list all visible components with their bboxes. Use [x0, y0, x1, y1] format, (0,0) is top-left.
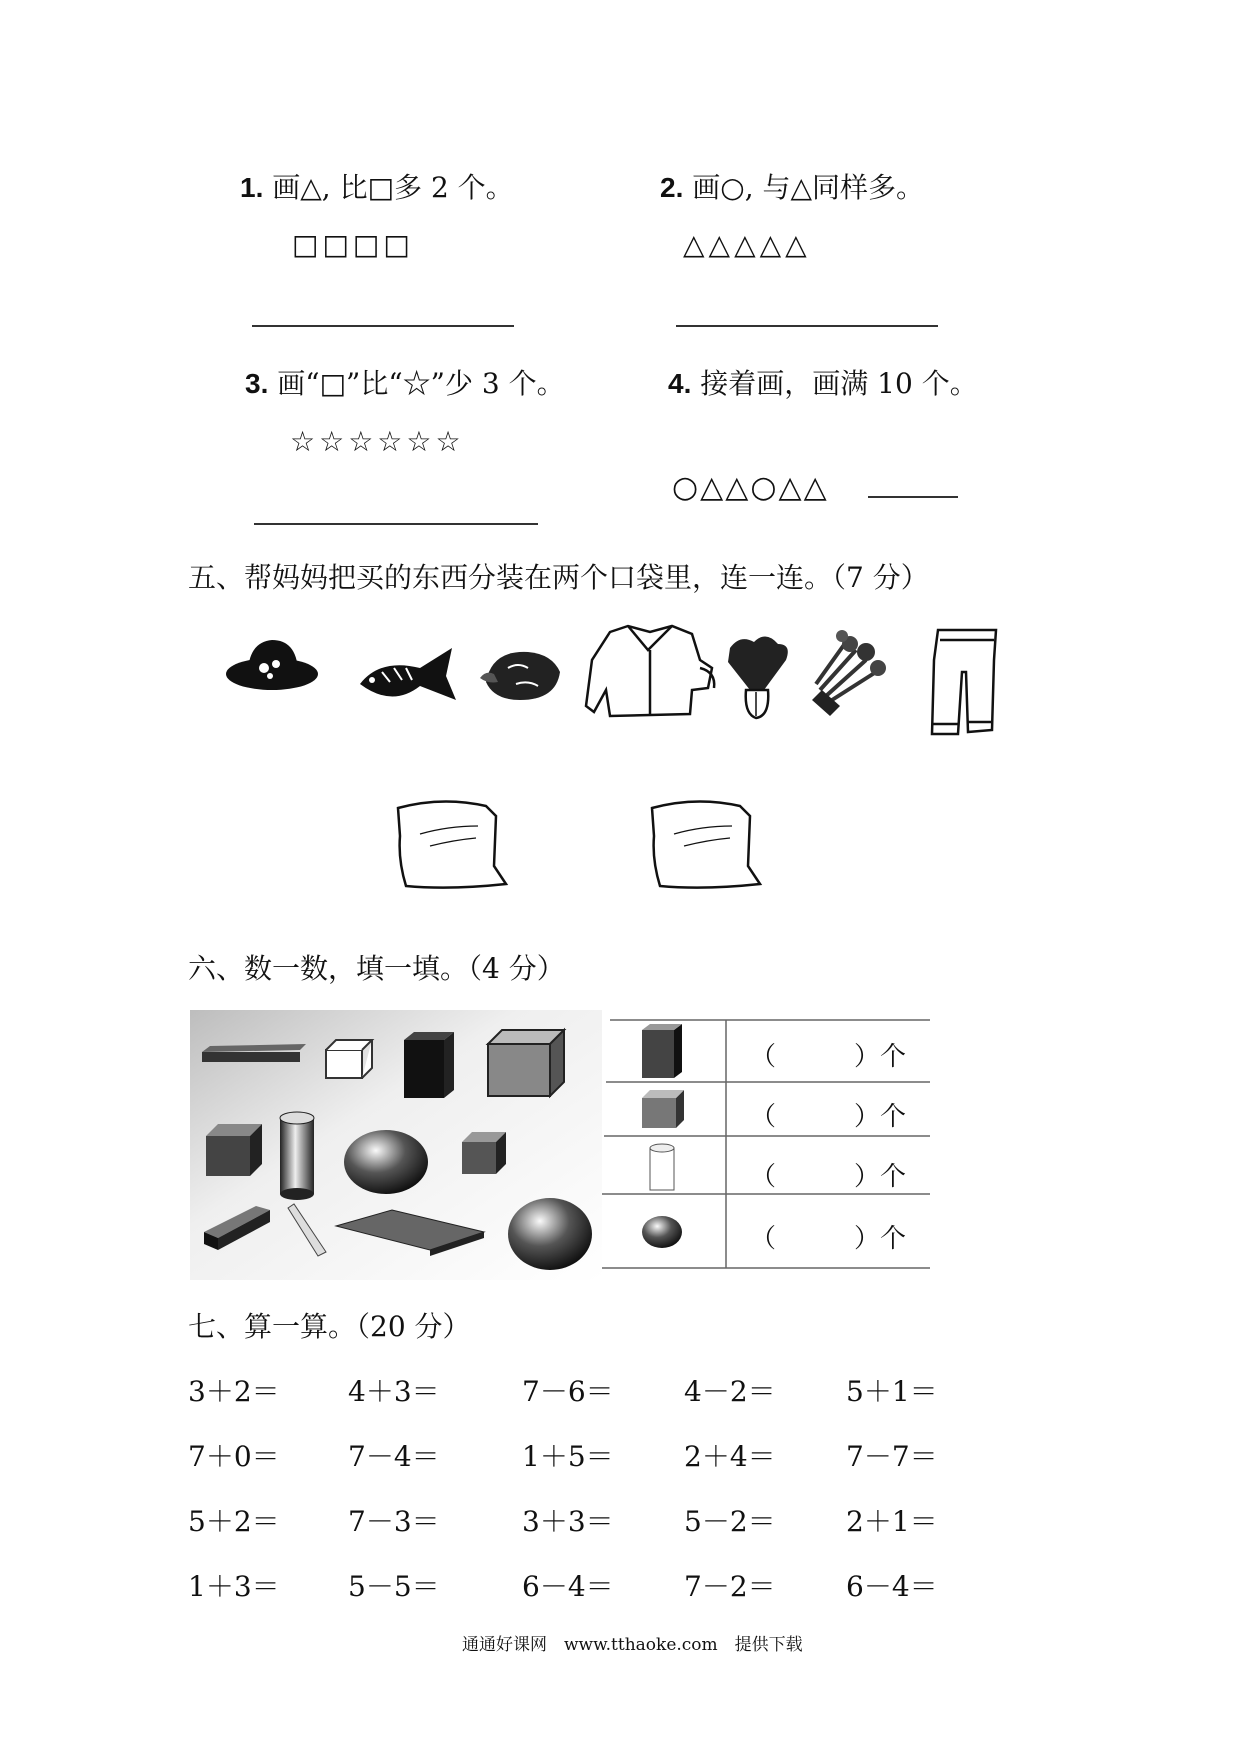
- question-text: 接着画，画满 10 个。: [700, 367, 978, 400]
- bag-icon[interactable]: [398, 801, 506, 887]
- calc-item[interactable]: 1＋3＝: [188, 1570, 280, 1603]
- q2-triangles: △△△△△: [683, 228, 811, 261]
- question-text: 画○, 与△同样多。: [692, 171, 925, 204]
- calc-item[interactable]: 2＋1＝: [846, 1505, 938, 1538]
- q1-squares: □□□□: [292, 228, 414, 261]
- table-sphere-icon: [642, 1216, 682, 1248]
- sphere-icon: [344, 1130, 428, 1194]
- calc-item[interactable]: 7－3＝: [348, 1505, 440, 1538]
- large-cube-icon: [488, 1030, 564, 1096]
- chicken-icon[interactable]: [480, 652, 560, 700]
- count-blank[interactable]: （ ）个: [750, 1042, 907, 1072]
- cabbage-icon[interactable]: [728, 636, 788, 718]
- table-tall-cuboid-icon: [642, 1024, 682, 1078]
- calc-item[interactable]: 3＋3＝: [522, 1505, 614, 1538]
- question-number: 1.: [240, 172, 264, 203]
- calc-item[interactable]: 7－7＝: [846, 1440, 938, 1473]
- calc-item[interactable]: 5－5＝: [348, 1570, 440, 1603]
- question-number: 2.: [660, 172, 684, 203]
- table-cube-icon: [642, 1090, 684, 1128]
- trousers-icon[interactable]: [932, 630, 996, 734]
- jacket-icon[interactable]: [586, 626, 714, 716]
- calc-item[interactable]: 7＋0＝: [188, 1440, 280, 1473]
- calc-item[interactable]: 7－4＝: [348, 1440, 440, 1473]
- calc-item[interactable]: 6－4＝: [522, 1570, 614, 1603]
- small-cube-icon: [462, 1132, 506, 1174]
- count-blank[interactable]: （ ）个: [750, 1224, 907, 1254]
- count-blank[interactable]: （ ）个: [750, 1102, 907, 1132]
- question-text: 画“□”比“☆”少 3 个。: [277, 367, 565, 400]
- calc-item[interactable]: 2＋4＝: [684, 1440, 776, 1473]
- calc-item[interactable]: 6－4＝: [846, 1570, 938, 1603]
- tall-cuboid-icon: [404, 1032, 454, 1098]
- section-7-title: 七、算一算。（20 分）: [188, 1310, 471, 1343]
- fish-icon[interactable]: [360, 648, 456, 700]
- cylinder-icon: [280, 1112, 314, 1200]
- count-blank[interactable]: （ ）个: [750, 1162, 907, 1192]
- question-number: 3.: [245, 368, 269, 399]
- greens-icon[interactable]: [812, 630, 886, 716]
- question-number: 4.: [668, 368, 692, 399]
- calc-item[interactable]: 7－6＝: [522, 1375, 614, 1408]
- calc-item[interactable]: 4＋3＝: [348, 1375, 440, 1408]
- question-text: 画△, 比□多 2 个。: [272, 171, 514, 204]
- calc-item[interactable]: 5－2＝: [684, 1505, 776, 1538]
- calc-item[interactable]: 5＋1＝: [846, 1375, 938, 1408]
- q4-pattern: ○△△○△△: [672, 470, 829, 505]
- long-cuboid-icon: [202, 1044, 306, 1062]
- bag-icon[interactable]: [652, 801, 760, 887]
- calc-item[interactable]: 5＋2＝: [188, 1505, 280, 1538]
- sphere-icon: [508, 1198, 592, 1270]
- table-cylinder-icon: [650, 1144, 674, 1190]
- section-5-title: 五、帮妈妈把买的东西分装在两个口袋里，连一连。（7 分）: [188, 561, 929, 594]
- calc-item[interactable]: 1＋5＝: [522, 1440, 614, 1473]
- hat-icon[interactable]: [226, 640, 318, 690]
- footer-text: 通通好课网 www.tthaoke.com 提供下载: [462, 1635, 803, 1655]
- calc-item[interactable]: 4－2＝: [684, 1375, 776, 1408]
- q3-stars: ☆☆☆☆☆☆: [290, 425, 465, 458]
- cube-icon: [206, 1124, 262, 1176]
- calc-item[interactable]: 7－2＝: [684, 1570, 776, 1603]
- section-6-title: 六、数一数，填一填。（4 分）: [188, 952, 565, 985]
- calc-item[interactable]: 3＋2＝: [188, 1375, 280, 1408]
